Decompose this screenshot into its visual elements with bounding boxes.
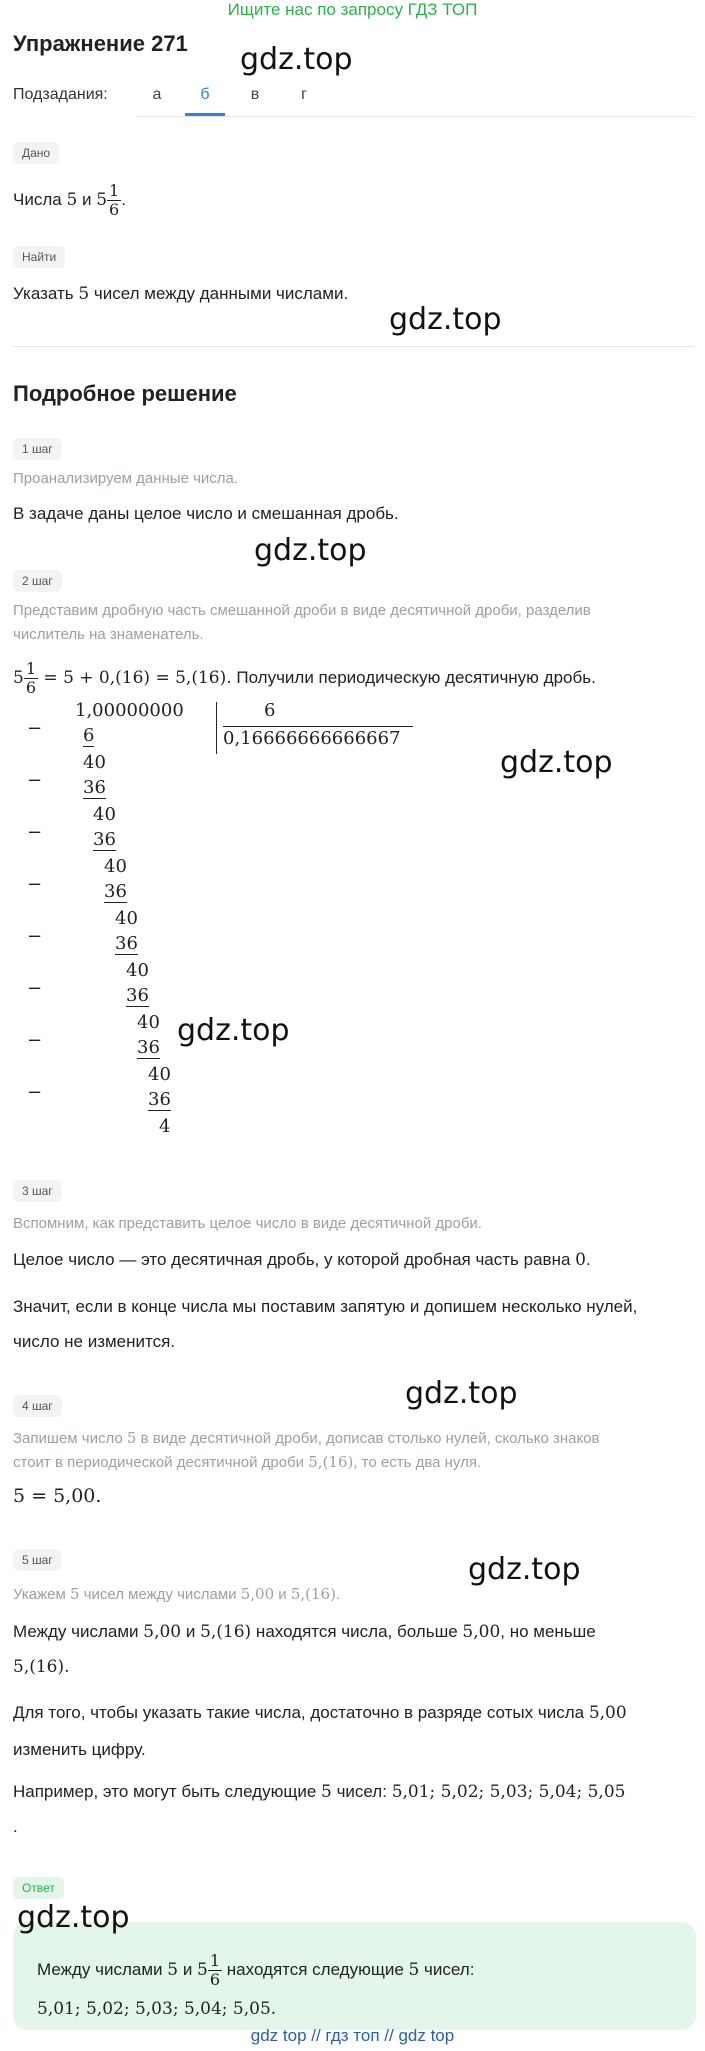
given-text [13, 182, 126, 219]
division-step: 36 [83, 777, 106, 798]
given-fraction [107, 182, 121, 219]
step3-text1-a: Целое число — это десятичная дробь, у которой дробная часть равна [13, 1250, 576, 1269]
step5-hint [13, 1582, 340, 1607]
step5-p1-line2: 5,(16). [13, 1657, 70, 1677]
top-banner[interactable]: Ищите нас по запросу ГДЗ ТОП [227, 0, 478, 19]
formula-fraction [24, 660, 38, 697]
given-end: . [121, 189, 126, 209]
step5-p2-line2: изменить цифру. [13, 1740, 146, 1759]
answer-numerator: 1 [209, 1951, 221, 1970]
step5-p1-b: находятся числа, больше [251, 1622, 463, 1641]
minus-sign: − [27, 1082, 43, 1103]
division-step: 40 [83, 752, 106, 773]
step5-p1-c: , но меньше [500, 1622, 596, 1641]
division-step: 36 [148, 1089, 171, 1110]
step1-badge: 1 шаг [13, 438, 62, 460]
tab-subtask-v[interactable]: в [250, 86, 260, 103]
answer-box [13, 1922, 696, 2030]
subtasks-tabs [137, 86, 692, 117]
tab-subtask-b[interactable]: б [185, 86, 225, 116]
answer-denominator: 6 [209, 1970, 221, 1989]
minus-sign: − [27, 978, 43, 999]
division-step: 40 [93, 804, 116, 825]
step5-hint-a: Укажем [13, 1586, 70, 1603]
division-step: 36 [137, 1037, 160, 1058]
division-step: 36 [115, 933, 138, 954]
step5-hint-m2: 5,(16) [290, 1585, 336, 1603]
step5-p3-5: 5 [321, 1782, 332, 1802]
quotient: 0,16666666666667 [223, 728, 401, 749]
step5-p1 [13, 1619, 596, 1645]
division-remainder: 4 [159, 1116, 171, 1137]
step1-hint: Проанализируем данные числа. [13, 470, 239, 487]
divisor: 6 [264, 700, 276, 721]
minus-sign: − [27, 874, 43, 895]
division-step: 40 [148, 1064, 171, 1085]
answer-text [37, 1952, 474, 1989]
step4-hint2-a: стоит в периодической десятичной дроби [13, 1454, 309, 1471]
given-badge: Дано [13, 142, 59, 164]
answer-badge: Ответ [13, 1877, 64, 1899]
answer-whole: 5 [197, 1959, 208, 1980]
step4-hint-line1 [13, 1426, 600, 1451]
find-badge: Найти [13, 246, 65, 268]
step5-hint-5: 5 [69, 1585, 80, 1603]
step5-p2 [13, 1700, 627, 1726]
minus-sign: − [27, 822, 43, 843]
watermark: gdz.top [500, 745, 613, 780]
dividend: 1,00000000 [75, 700, 184, 721]
watermark: gdz.top [240, 42, 353, 77]
step3-end: . [585, 1250, 591, 1269]
find-text [13, 281, 348, 307]
division-step: 40 [137, 1012, 160, 1033]
step2-hint: Представим дробную часть смешанной дроби в виде десятичной дроби, разделив числитель на знаменатель. [13, 602, 591, 643]
divisor-line [223, 726, 413, 727]
step3-hint: Вспомним, как представить целое число в виде десятичной дроби. [13, 1215, 482, 1232]
solution-title: Подробное решение [13, 381, 237, 406]
minus-sign: − [27, 718, 43, 739]
footer-links[interactable]: gdz top // гдз топ // gdz top [250, 2026, 455, 2045]
answer-fraction [208, 1952, 222, 1989]
minus-sign: − [27, 926, 43, 947]
step5-p3-b: чисел: [331, 1782, 392, 1801]
step4-hint2-b: , то есть два нуля. [353, 1454, 482, 1471]
step3-text2: Значит, если в конце числа мы поставим запятую и допишем несколько нулей, [13, 1297, 638, 1316]
tab-subtask-a[interactable]: а [152, 86, 162, 103]
step5-hint-m1: 5,00 [240, 1585, 275, 1603]
step5-p3-a: Например, это могут быть следующие [13, 1782, 322, 1801]
division-step: 40 [115, 908, 138, 929]
subtasks-label: Подзадания: [13, 86, 108, 103]
step5-p1-m2: 5,(16) [200, 1622, 252, 1642]
formula-numerator: 1 [25, 659, 37, 678]
step5-p3-list: 5,01; 5,02; 5,03; 5,04; 5,05 [391, 1782, 626, 1802]
step4-hint-5: 5 [126, 1429, 137, 1447]
watermark: gdz.top [17, 1900, 130, 1935]
step3-zero: 0 [575, 1250, 586, 1270]
step5-badge: 5 шаг [13, 1549, 62, 1571]
given-denominator: 6 [109, 200, 120, 219]
division-step: 36 [93, 829, 116, 850]
given-numerator: 1 [109, 181, 120, 200]
find-num: 5 [78, 284, 90, 304]
answer-count: 5 [408, 1959, 420, 1980]
division-step: 36 [126, 985, 149, 1006]
step3-badge: 3 шаг [13, 1180, 62, 1202]
answer-list: 5,01; 5,02; 5,03; 5,04; 5,05. [37, 1999, 277, 2019]
step5-p1-m3: 5,00 [462, 1622, 501, 1642]
step3-text3: число не изменится. [13, 1332, 176, 1351]
long-division [13, 700, 433, 1150]
formula-denominator: 6 [25, 678, 37, 697]
division-step: 6 [83, 725, 95, 746]
step4-hint-a: Запишем число [13, 1430, 127, 1447]
step5-hint-b: чисел между числами [79, 1586, 241, 1603]
watermark: gdz.top [177, 1013, 290, 1048]
watermark: gdz.top [468, 1552, 581, 1587]
step2-badge: 2 шаг [13, 570, 62, 592]
divider [13, 346, 693, 347]
watermark: gdz.top [389, 302, 502, 337]
step4-formula: 5 = 5,00. [13, 1485, 102, 1507]
given-prefix: Числа [13, 189, 67, 209]
find-prefix: Указать [13, 284, 79, 303]
step4-badge: 4 шаг [13, 1395, 62, 1417]
step5-p1-a: Между числами [13, 1622, 144, 1641]
division-step: 36 [104, 881, 127, 902]
answer-and: и [178, 1959, 198, 1979]
division-bar [216, 702, 217, 754]
step5-p3 [13, 1779, 625, 1805]
answer-text-a: Между числами [37, 1959, 168, 1979]
formula-rest: = 5 + 0,(16) = 5,(16). [38, 667, 232, 688]
watermark: gdz.top [254, 533, 367, 568]
division-step: 40 [104, 856, 127, 877]
minus-sign: − [27, 1030, 43, 1051]
exercise-title: Упражнение 271 [13, 31, 188, 56]
tab-subtask-g[interactable]: г [301, 86, 307, 103]
watermark: gdz.top [405, 1376, 518, 1411]
step5-p1-m1: 5,00 [143, 1622, 182, 1642]
division-step: 40 [126, 960, 149, 981]
step5-hint-and: и [274, 1586, 291, 1603]
step5-p3-end: . [13, 1817, 18, 1836]
step4-hint-b: в виде десятичной дроби, дописав столько нулей, сколько знаков [136, 1430, 600, 1447]
formula-whole: 5 [13, 667, 24, 688]
step5-hint-end: . [335, 1586, 341, 1603]
step1-text: В задаче даны целое число и смешанная дробь. [13, 504, 399, 523]
answer-text-b: находятся следующие [222, 1959, 409, 1979]
step5-p1-and: и [181, 1622, 201, 1641]
step2-formula [13, 660, 596, 697]
given-and: и [77, 189, 97, 209]
step5-p2-a: Для того, чтобы указать такие числа, достаточно в разряде сотых числа [13, 1703, 589, 1722]
step4-hint2-math: 5,(16) [308, 1453, 354, 1471]
answer-text-c: чисел: [419, 1959, 475, 1979]
step4-hint-line2 [13, 1450, 481, 1475]
find-suffix: чисел между данными числами. [89, 284, 349, 303]
answer-num1: 5 [167, 1959, 179, 1980]
minus-sign: − [27, 770, 43, 791]
given-num1: 5 [66, 189, 78, 210]
step3-text1 [13, 1247, 591, 1273]
formula-text: Получили периодическую десятичную дробь. [231, 667, 596, 687]
given-whole: 5 [96, 189, 108, 210]
step5-p2-m: 5,00 [588, 1703, 627, 1723]
